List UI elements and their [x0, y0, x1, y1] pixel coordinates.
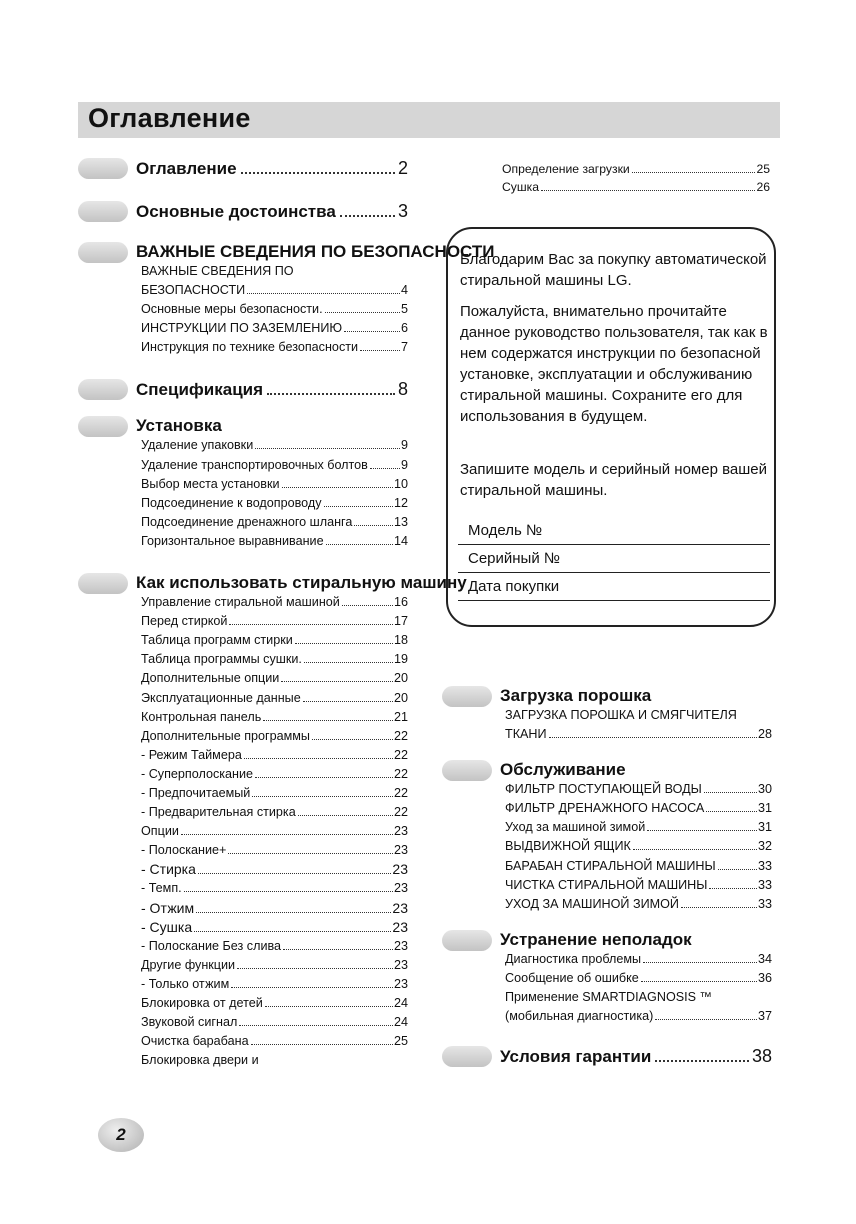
toc-entry-label: - Стирка	[141, 861, 196, 878]
title-bar	[78, 102, 780, 138]
toc-entry[interactable]	[141, 994, 408, 1013]
section-title-text: Условия гарантии	[500, 1047, 652, 1067]
toc-entry-label: Управление стиральной машиной	[141, 595, 340, 610]
toc-section	[78, 573, 467, 1070]
section-marker-pill	[442, 1046, 492, 1067]
toc-entry[interactable]	[141, 494, 408, 513]
toc-entry-label: - Полоскание+	[141, 843, 227, 858]
toc-entry[interactable]	[141, 879, 408, 898]
leader-dots	[549, 737, 757, 738]
toc-entry-page: 13	[393, 514, 408, 529]
section-marker-pill	[78, 379, 128, 400]
toc-entry[interactable]	[505, 837, 772, 856]
toc-entry-label: (мобильная диагностика)	[505, 1009, 654, 1024]
toc-entry-label: Таблица программы сушки.	[141, 652, 302, 667]
toc-entry[interactable]	[141, 650, 408, 669]
toc-section-title[interactable]	[136, 158, 408, 179]
toc-entry-label: УХОД ЗА МАШИНОЙ ЗИМОЙ	[505, 896, 679, 911]
toc-entry-label: Опции	[141, 824, 179, 839]
leader-dots	[251, 1044, 393, 1045]
toc-entry-label: Удаление упаковки	[141, 438, 254, 453]
toc-entry-label: БЕЗОПАСНОСТИ	[141, 283, 246, 298]
toc-entry[interactable]	[141, 669, 408, 688]
toc-entry[interactable]	[141, 631, 408, 650]
toc-entry-label: Звуковой сигнал	[141, 1015, 238, 1030]
toc-entry-label: Выбор места установки	[141, 476, 280, 491]
toc-entry[interactable]	[141, 822, 408, 841]
toc-section-title[interactable]	[136, 416, 408, 436]
toc-entries	[505, 780, 772, 914]
toc-entry-label: Дополнительные опции	[141, 671, 280, 686]
toc-entry-page: 30	[757, 782, 772, 797]
toc-entry-page: 23	[392, 918, 408, 935]
serial-field: Серийный №	[458, 545, 770, 573]
toc-entry-label: Подсоединение дренажного шланга	[141, 514, 353, 529]
toc-entry-page: 4	[400, 283, 408, 298]
toc-entry-page: 7	[400, 340, 408, 355]
toc-entry[interactable]	[141, 803, 408, 822]
notice-instructions: Пожалуйста, внимательно прочитайте данное руководство пользователя, так как в нем содержатся инструкции по безопасной установке, эксплуатации и обслуживанию стиральной машины. Сохраните его для использования в будущем.	[460, 303, 768, 425]
toc-entry-page: 23	[393, 976, 408, 991]
toc-entry-page: 20	[393, 690, 408, 705]
toc-entry-label: Удаление транспортировочных болтов	[141, 457, 368, 472]
toc-entry-label: Уход за машиной зимой	[505, 820, 646, 835]
toc-entry-label: Сообщение об ошибке	[505, 970, 639, 985]
toc-entry[interactable]	[141, 689, 408, 708]
toc-entry-page: 23	[392, 861, 408, 878]
leader-dots	[229, 624, 393, 625]
toc-entry-page: 34	[757, 951, 772, 966]
toc-entry[interactable]	[141, 612, 408, 631]
toc-entry[interactable]	[141, 765, 408, 784]
toc-entry-label: Эксплуатационные данные	[141, 690, 301, 705]
leader-dots	[298, 815, 393, 816]
notice-record: Запишите модель и серийный номер вашей стиральной машины.	[460, 461, 767, 499]
section-title-text: Оглавление	[136, 159, 237, 178]
toc-entries	[141, 262, 408, 357]
toc-section	[78, 242, 495, 357]
toc-entry-page: 31	[757, 801, 772, 816]
section-title-text: Обслуживание	[500, 760, 626, 780]
toc-section-title[interactable]	[136, 573, 467, 593]
toc-entry-page: 9	[400, 438, 408, 453]
toc-entry[interactable]	[505, 950, 772, 969]
toc-entries	[141, 436, 408, 551]
leader-dots	[252, 796, 393, 797]
toc-entry-label: ВЫДВИЖНОЙ ЯЩИК	[505, 839, 631, 854]
leader-dots	[354, 525, 393, 526]
toc-section-title[interactable]	[500, 930, 772, 950]
toc-entries	[505, 706, 772, 744]
toc-entry-page: 12	[393, 495, 408, 510]
toc-entry-page: 33	[757, 858, 772, 873]
toc-left-column	[78, 158, 495, 1070]
toc-entry-label: Дополнительные программы	[141, 728, 310, 743]
toc-entry[interactable]	[505, 857, 772, 876]
page-title: Оглавление	[88, 103, 251, 133]
toc-section	[442, 760, 772, 914]
section-marker-pill	[78, 242, 128, 263]
leader-dots	[706, 811, 757, 812]
toc-entry[interactable]	[141, 338, 408, 357]
toc-entry[interactable]	[141, 746, 408, 765]
toc-section-title[interactable]	[136, 242, 495, 262]
toc-entry[interactable]	[141, 593, 408, 612]
toc-entry[interactable]	[141, 784, 408, 803]
section-title-text: Основные достоинства	[136, 202, 336, 221]
toc-entry-label: ТКАНИ	[505, 727, 547, 742]
toc-entry-page: 26	[756, 180, 770, 194]
leader-dots	[231, 987, 393, 988]
toc-entry-page: 22	[393, 766, 408, 781]
toc-section-title[interactable]	[136, 201, 408, 222]
toc-entry-page: 21	[393, 709, 408, 724]
toc-entry[interactable]	[505, 725, 772, 744]
toc-entry[interactable]	[505, 1007, 772, 1026]
toc-entry-label: Очистка барабана	[141, 1034, 249, 1049]
leader-dots	[342, 605, 393, 606]
toc-entry[interactable]	[141, 841, 408, 860]
toc-entry-label: Блокировка от детей	[141, 996, 263, 1010]
toc-entry-label: Подсоединение к водопроводу	[141, 495, 322, 510]
leader-dots	[194, 931, 391, 932]
toc-entry-label: Перед стиркой	[141, 614, 228, 629]
toc-entry-page: 9	[400, 457, 408, 472]
toc-entry-page: 25	[393, 1034, 408, 1049]
toc-entry[interactable]	[505, 969, 772, 988]
leader-dots	[247, 293, 400, 294]
toc-entry-label: Горизонтальное выравнивание	[141, 533, 324, 548]
model-field: Модель №	[458, 517, 770, 545]
notice-box	[446, 227, 776, 627]
toc-entry[interactable]	[505, 818, 772, 837]
toc-entry-label: - Только отжим	[141, 976, 230, 991]
toc-entry-label: - Предпочитаемый	[141, 785, 251, 800]
toc-section	[78, 158, 408, 179]
toc-entry[interactable]	[141, 899, 408, 918]
leader-dots	[265, 1006, 393, 1007]
toc-entry[interactable]	[141, 475, 408, 494]
section-page-number: 8	[397, 379, 408, 400]
section-page-number: 2	[397, 158, 408, 178]
toc-entry-page: 22	[393, 805, 408, 820]
toc-entry-page: 37	[757, 1009, 772, 1024]
toc-entry[interactable]	[505, 780, 772, 799]
leader-dots	[244, 758, 393, 759]
leader-dots	[340, 215, 395, 217]
toc-entry-page: 22	[393, 785, 408, 800]
toc-entry-label: - Предварительная стирка	[141, 805, 296, 820]
toc-section	[78, 379, 408, 400]
leader-dots	[360, 350, 400, 351]
leader-dots	[632, 172, 756, 173]
leader-dots	[295, 643, 393, 644]
leader-dots	[370, 468, 400, 469]
toc-entry[interactable]	[141, 532, 408, 551]
toc-entry-label: ИНСТРУКЦИИ ПО ЗАЗЕМЛЕНИЮ	[141, 321, 343, 336]
toc-entry-page: 16	[393, 595, 408, 610]
leader-dots	[228, 853, 393, 854]
toc-section	[442, 686, 772, 744]
toc-entry-page: 23	[393, 843, 408, 858]
leader-dots	[181, 834, 393, 835]
section-title-text: Загрузка порошка	[500, 686, 652, 705]
toc-entry-label: - Полоскание Без слива	[141, 938, 282, 953]
toc-entry-label: Основные меры безопасности.	[141, 302, 323, 317]
toc-entry[interactable]	[141, 708, 408, 727]
toc-section-title[interactable]	[500, 760, 772, 780]
leader-dots	[641, 981, 757, 982]
leader-dots	[239, 1025, 393, 1026]
leader-dots	[344, 331, 400, 332]
section-title-text: Устранение неполадок	[500, 929, 692, 949]
leader-dots	[255, 777, 393, 778]
leader-dots	[282, 487, 393, 488]
toc-entry[interactable]	[141, 975, 408, 994]
toc-entry-page: 28	[757, 727, 772, 742]
section-marker-pill	[78, 573, 128, 594]
toc-entry-page: 22	[393, 747, 408, 762]
toc-entry-label: - Отжим	[141, 899, 195, 916]
leader-dots	[718, 869, 757, 870]
toc-entry-label: - Суперполоскание	[141, 766, 254, 781]
toc-entry[interactable]	[505, 799, 772, 818]
toc-entry[interactable]	[141, 727, 408, 746]
toc-entry[interactable]	[505, 876, 772, 895]
section-marker-pill	[442, 760, 492, 781]
leader-dots	[267, 393, 395, 395]
toc-right-continuation	[502, 160, 770, 196]
toc-entry-page: 6	[400, 321, 408, 336]
toc-entry-page: 24	[393, 996, 408, 1010]
leader-dots	[681, 907, 757, 908]
toc-entry[interactable]	[505, 895, 772, 914]
section-title-text: ВАЖНЫЕ СВЕДЕНИЯ ПО БЕЗОПАСНОСТИ	[136, 242, 495, 261]
section-page-number: 38	[751, 1046, 772, 1067]
toc-section	[78, 416, 408, 551]
toc-section-title[interactable]	[136, 379, 408, 400]
toc-entry-label: Другие функции	[141, 957, 236, 972]
toc-entry-page: 14	[393, 533, 408, 548]
toc-entry[interactable]	[141, 281, 408, 300]
section-marker-pill	[442, 686, 492, 707]
toc-entry-label: Инструкция по технике безопасности	[141, 340, 359, 355]
toc-entry-label: Диагностика проблемы	[505, 951, 642, 966]
toc-entry-page: 17	[393, 614, 408, 629]
toc-entry-page: 23	[393, 938, 408, 953]
toc-entry-label: Контрольная панель	[141, 709, 262, 724]
leader-dots	[324, 506, 393, 507]
toc-entry[interactable]	[141, 300, 408, 319]
toc-entry[interactable]	[141, 1013, 408, 1032]
toc-entry-label: - Сушка	[141, 918, 193, 935]
leader-dots	[312, 739, 393, 740]
toc-entry-page: 33	[757, 896, 772, 911]
leader-dots	[241, 172, 395, 174]
toc-section	[442, 930, 772, 1026]
leader-dots	[647, 830, 757, 831]
section-marker-pill	[78, 158, 128, 179]
section-page-number: 3	[397, 201, 408, 221]
toc-entry-page: 23	[393, 881, 408, 896]
toc-section-title[interactable]	[500, 1046, 772, 1067]
leader-dots	[283, 949, 393, 950]
toc-entry[interactable]	[141, 436, 408, 455]
toc-entry-page: 25	[756, 162, 770, 176]
toc-entry-page: 23	[393, 957, 408, 972]
leader-dots	[198, 873, 392, 874]
toc-entry-page: 20	[393, 671, 408, 686]
toc-entry[interactable]	[141, 456, 408, 475]
page-number: 2	[98, 1118, 144, 1152]
toc-entry-page: 31	[757, 820, 772, 835]
toc-entry-label: Блокировка двери и	[141, 1053, 259, 1068]
leader-dots	[263, 720, 393, 721]
toc-entry-label: Применение SMARTDIAGNOSIS ™	[505, 990, 713, 1005]
section-title-text: Спецификация	[136, 380, 264, 400]
toc-entries	[141, 593, 408, 1070]
toc-right-column	[442, 686, 772, 1067]
leader-dots	[326, 544, 393, 545]
leader-dots	[655, 1060, 749, 1062]
toc-entry-label: ФИЛЬТР ПОСТУПАЮЩЕЙ ВОДЫ	[505, 782, 702, 797]
toc-entry[interactable]	[505, 706, 772, 725]
toc-entry[interactable]	[141, 1032, 408, 1051]
toc-entry-page: 24	[393, 1015, 408, 1030]
section-title-text: Как использовать стиральную машину	[136, 573, 467, 593]
leader-dots	[303, 701, 393, 702]
toc-entry-label: ЗАГРУЗКА ПОРОШКА И СМЯГЧИТЕЛЯ	[505, 708, 737, 722]
section-title-text: Установка	[136, 416, 222, 436]
toc-entry[interactable]	[141, 513, 408, 532]
purchase-date-field: Дата покупки	[458, 573, 770, 601]
leader-dots	[325, 312, 400, 313]
toc-entry-page: 36	[757, 970, 772, 985]
toc-entry-label: - Режим Таймера	[141, 747, 242, 762]
section-marker-pill	[442, 930, 492, 951]
leader-dots	[655, 1019, 757, 1020]
toc-entry-page: 22	[393, 728, 408, 743]
toc-entry-page: 32	[757, 839, 772, 854]
toc-entry[interactable]	[505, 988, 772, 1007]
toc-entry-label: БАРАБАН СТИРАЛЬНОЙ МАШИНЫ	[505, 858, 716, 873]
toc-entry[interactable]	[141, 918, 408, 937]
toc-entry-label: Определение загрузки	[502, 162, 630, 176]
toc-entry-label: Сушка	[502, 180, 540, 194]
toc-entry[interactable]	[502, 178, 770, 196]
toc-entry-label: ЧИСТКА СТИРАЛЬНОЙ МАШИНЫ	[505, 877, 708, 892]
leader-dots	[196, 912, 391, 913]
leader-dots	[255, 448, 400, 449]
toc-entry-page: 19	[393, 652, 408, 667]
notice-thanks: Благодарим Вас за покупку автоматической стиральной машины LG.	[460, 251, 767, 289]
toc-section	[78, 201, 408, 222]
toc-entry[interactable]	[502, 160, 770, 178]
toc-entry-label: ВАЖНЫЕ СВЕДЕНИЯ ПО	[141, 264, 294, 278]
leader-dots	[704, 792, 757, 793]
leader-dots	[304, 662, 393, 663]
toc-entry[interactable]	[141, 319, 408, 338]
toc-entry-page: 5	[400, 302, 408, 317]
toc-entry[interactable]	[141, 937, 408, 956]
section-marker-pill	[78, 201, 128, 222]
toc-entry[interactable]	[141, 1051, 408, 1070]
toc-entry[interactable]	[141, 956, 408, 975]
toc-entry-label: ФИЛЬТР ДРЕНАЖНОГО НАСОСА	[505, 801, 705, 816]
section-marker-pill	[78, 416, 128, 437]
toc-entry-page: 18	[393, 633, 408, 648]
toc-section	[442, 1046, 772, 1067]
toc-entry-page: 23	[392, 899, 408, 916]
leader-dots	[643, 962, 757, 963]
leader-dots	[281, 681, 393, 682]
toc-section-title[interactable]	[500, 686, 772, 706]
leader-dots	[237, 968, 393, 969]
leader-dots	[633, 849, 757, 850]
leader-dots	[184, 891, 393, 892]
toc-entry-label: Таблица программ стирки	[141, 633, 293, 648]
toc-entry-label: - Темп.	[141, 881, 182, 896]
toc-entry-page: 33	[757, 877, 772, 892]
leader-dots	[709, 888, 757, 889]
toc-entry-page: 23	[393, 824, 408, 839]
toc-entry[interactable]	[141, 262, 408, 281]
toc-entry[interactable]	[141, 860, 408, 879]
toc-entries	[505, 950, 772, 1026]
toc-entry-page: 10	[393, 476, 408, 491]
leader-dots	[541, 190, 755, 191]
